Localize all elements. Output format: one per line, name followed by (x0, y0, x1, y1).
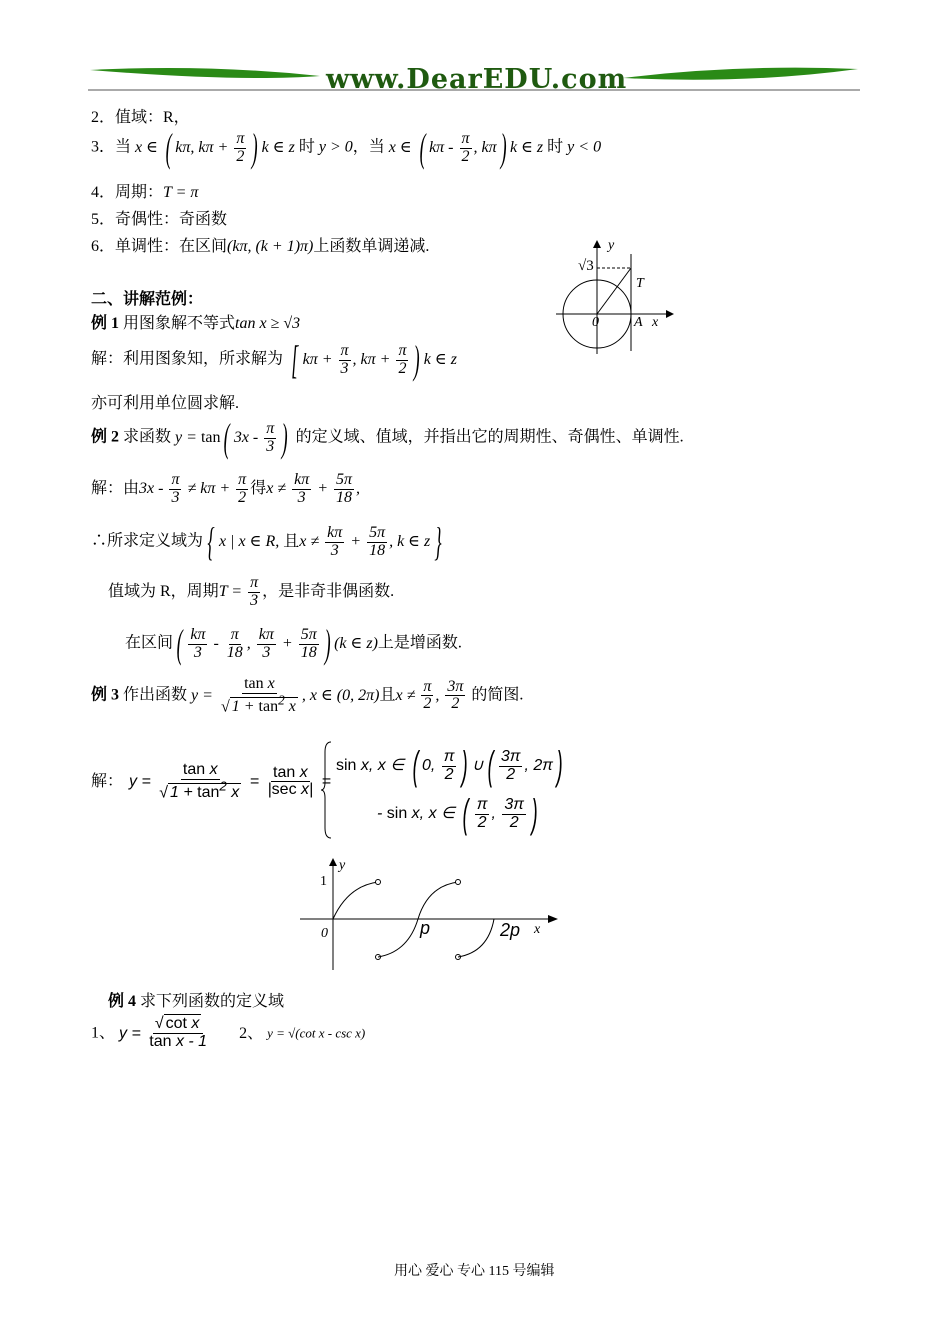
ex1-also: 亦可利用单位圆求解. (91, 395, 240, 412)
item-4 (91, 179, 198, 202)
item-3-prefix: 3．当 (91, 138, 132, 156)
graph-origin-label: 0 (321, 926, 328, 941)
item-6-suffix: 上函数单调递减. (313, 238, 430, 255)
ex2-function: y = tan( 3x - $\frac{\pi}{3}$ ) (175, 415, 288, 460)
ex2-solution (91, 472, 360, 507)
ex3-and: 且 (379, 686, 396, 704)
circle-sqrt3-label: √3 (578, 258, 594, 274)
circle-A-label: A (634, 315, 643, 330)
ex2-domain-set: { x | x ∈ R, 且x ≠ $\frac{k\pi}{3}$ + $\frac{5\pi}{18}$ , k ∈ z } (207, 519, 442, 564)
ex3-text-suffix: 的简图. (471, 686, 524, 704)
ex1-text: 用图象解不等式 (123, 315, 236, 332)
item-3 (91, 125, 602, 170)
ex4-f1: y = $\frac{\text{√ cot x}}{\text{tan x - 1}}$ (119, 1015, 208, 1050)
ex4-text: 求下列函数的定义域 (140, 993, 285, 1010)
circle-x-label: x (652, 315, 659, 330)
item-3-interval-2: x ∈ ( kπ - $\frac{\pi}{2}$ , kπ) k ∈ z (388, 125, 544, 170)
graph-one-label: 1 (320, 874, 327, 889)
ex1-solution-prefix: 解：利用图象知，所求解为 (91, 350, 284, 368)
ex3-derivation: y = $\frac{\text{tan x}}{√ 1 + \tan^2 x}$ = $\frac{\text{tan x}}{\text{|sec x|}}$ = (129, 761, 331, 802)
circle-origin-label: 0 (592, 315, 599, 330)
ex2-range-suffix: ，是非奇非偶函数. (262, 582, 395, 600)
ex2-monotone (125, 621, 462, 666)
ex1-statement (91, 310, 300, 333)
item-4-prefix: 4．周期： (91, 184, 164, 201)
ex1-solution (91, 337, 457, 382)
item-3-cond-negative: y < 0 (567, 138, 602, 156)
item-3-when: 时 (298, 138, 315, 156)
ex2-condition: 3x - $\frac{\pi}{3}$ ≠ kπ + $\frac{\pi}{2}$ (139, 471, 247, 506)
ex2-text-suffix: 的定义域、值域，并指出它的周期性、奇偶性、单调性. (295, 428, 684, 446)
ex2-solution-prefix: 解：由 (91, 479, 140, 497)
item-2: 2．值域：R， (91, 109, 190, 126)
ex2-range (108, 575, 394, 610)
ex2-domain (91, 519, 446, 564)
ex2-monotone-suffix: 上是增函数. (377, 634, 462, 652)
ex4-problems (91, 1016, 365, 1051)
ex4-statement (108, 988, 284, 1011)
graph-y-label: y (339, 858, 346, 873)
graph-2pi-label: 2p (500, 920, 521, 940)
ex2-monotone-interval: ( $\frac{k\pi}{3}$ - $\frac{\pi}{18}$ , $\frac{k\pi}{3}$ + $\frac{5\pi}{18}$ ) (k ∈ z) (176, 621, 378, 666)
ex3-exclusion: x ≠ $\frac{\pi}{2}$ , $\frac{3\pi}{2}$ (395, 677, 464, 713)
graph-pi-label: p (420, 918, 431, 938)
ex4-p2-label: 2、 (239, 1024, 264, 1042)
item-6-interval: (kπ, (k + 1)π) (227, 238, 314, 255)
item-3-interval-1: x ∈ ( kπ, kπ + $\frac{\pi}{2}$ ) k ∈ z (135, 125, 295, 170)
ex2-statement (91, 415, 684, 460)
footer: 用心 爱心 专心 115 号编辑 (394, 1264, 555, 1279)
circle-y-label: y (608, 238, 615, 253)
ex3-function: y = $\frac{\text{tan x}}{√ 1 + \tan^2 x}$ , x ∈ (0, 2π) (191, 675, 380, 716)
ex2-text-prefix: 求函数 (123, 428, 172, 446)
item-3-when-2: 时 (547, 138, 564, 156)
header-banner (88, 60, 860, 98)
ex3-brace-icon (321, 740, 333, 840)
ex4-p1-label: 1、 (91, 1024, 116, 1042)
ex2-monotone-prefix: 在区间 (125, 634, 174, 652)
site-logo: www.DearEDU.com (326, 64, 628, 95)
ex3-text-prefix: 作出函数 (123, 686, 188, 704)
unit-circle-figure (556, 236, 676, 356)
ex3-case-2: - sin x, x ∈ ( $\frac{\pi}{2}$ , $\frac{3\pi}{2}$ ) (377, 792, 538, 836)
item-3-sep: ，当 (352, 138, 385, 156)
section-title: 二、讲解范例： (91, 291, 204, 308)
ex2-range-prefix: 值域为 R，周期 (108, 582, 219, 600)
ex3-graph (298, 856, 564, 974)
ex2-de: 得 (250, 479, 267, 497)
ex3-statement (91, 676, 523, 716)
graph-x-label: x (534, 922, 541, 937)
ex4-f2: y = √(cot x - csc x) (267, 1025, 366, 1041)
ex3-case-1: sin x, x ∈ ( 0, $\frac{\pi}{2}$ ) ∪( $\frac{3\pi}{2}$ , 2π) (336, 744, 563, 788)
ex1-inequality: tan x ≥ √3 (235, 315, 301, 332)
ex2-period: T = $\frac{\pi}{3}$ (218, 574, 259, 609)
item-6-prefix: 6．单调性：在区间 (91, 238, 228, 255)
ex1-solution-interval: [ kπ + $\frac{\pi}{3}$ , kπ + $\frac{\pi}{2}$ ) k ∈ z (291, 337, 457, 382)
item-6 (91, 233, 429, 256)
circle-T-label: T (636, 276, 644, 291)
unit-circle-svg (556, 236, 676, 356)
item-5: 5．奇偶性：奇函数 (91, 211, 228, 228)
item-3-cond-positive: y > 0 (318, 138, 353, 156)
ex2-label: 例 2 (91, 428, 120, 446)
item-4-formula: T = π (163, 184, 199, 201)
ex3-solution (91, 740, 563, 840)
ex1-label: 例 1 (91, 315, 120, 332)
ex2-domain-prefix: ∴所求定义域为 (91, 532, 204, 550)
ex2-result: x ≠ $\frac{k\pi}{3}$ + $\frac{5\pi}{18}$ , (266, 471, 361, 506)
ex3-label: 例 3 (91, 686, 120, 704)
ex3-graph-svg (298, 856, 564, 974)
ex4-label: 例 4 (108, 993, 137, 1010)
ex3-solution-prefix: 解： (91, 773, 124, 790)
